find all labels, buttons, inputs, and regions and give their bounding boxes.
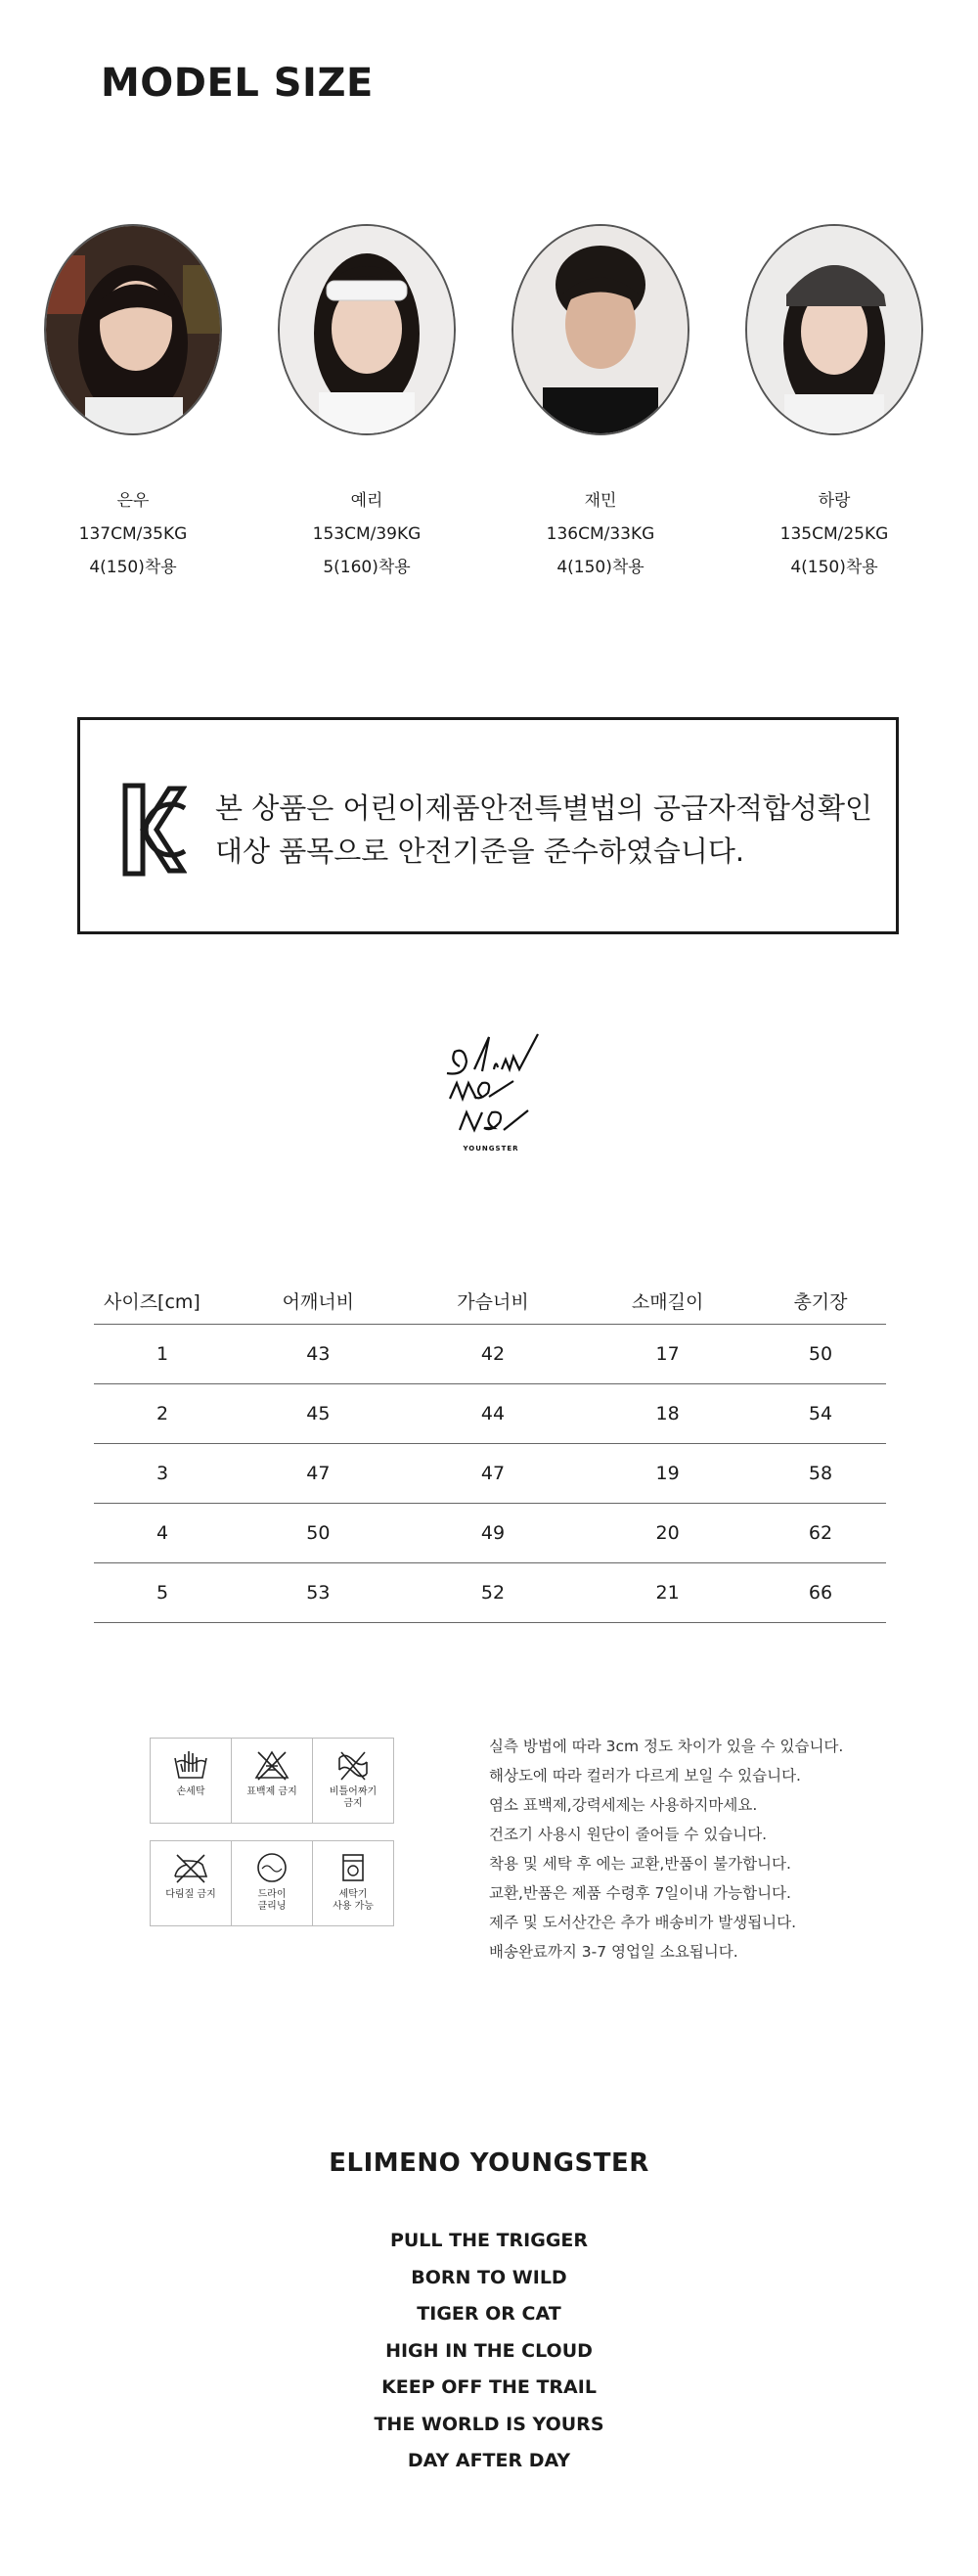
model-body-size: 153CM/39KG [312,524,422,544]
model-card [269,220,465,577]
model-body-size: 137CM/35KG [78,524,188,544]
model-card [503,220,698,577]
model-name: 예리 [350,491,383,511]
kc-certification-notice [77,717,899,934]
model-fit-size: 4(150)착용 [556,558,645,577]
care-label: 다림질 금지 [165,1889,216,1900]
table-cell: 43 [231,1325,406,1384]
model-name: 재민 [584,491,617,511]
model-photo [511,224,689,435]
hand-wash-icon [171,1748,210,1782]
column-header: 사이즈[cm] [94,1277,231,1325]
table-cell: 4 [94,1504,231,1563]
note-item: 제주 및 도서산간은 추가 배송비가 발생됩니다. [489,1914,797,1931]
size-table [94,1277,886,1623]
slogan-list [0,2223,978,2480]
slogan-item: THE WORLD IS YOURS [374,2413,604,2435]
page-title: MODEL SIZE [101,61,374,106]
table-cell: 17 [580,1325,755,1384]
brand-logo-subtitle: YOUNGSTER [463,1145,519,1152]
table-cell: 1 [94,1325,231,1384]
model-photo [278,224,456,435]
table-cell: 5 [94,1563,231,1623]
table-cell: 42 [406,1325,581,1384]
table-cell: 53 [231,1563,406,1623]
no-bleach-icon [252,1748,291,1782]
table-cell: 52 [406,1563,581,1623]
table-row [94,1444,886,1504]
model-card [35,220,231,577]
table-cell: 18 [580,1384,755,1444]
care-label: 드라이 클리닝 [257,1889,287,1912]
table-cell: 3 [94,1444,231,1504]
slogan-item: BORN TO WILD [411,2266,567,2288]
model-name: 하랑 [818,491,851,511]
table-cell: 54 [755,1384,886,1444]
table-row [94,1504,886,1563]
care-row [150,1840,394,1926]
no-wring-icon [333,1748,373,1782]
care-item [232,1841,313,1925]
table-cell: 50 [231,1504,406,1563]
table-cell: 2 [94,1384,231,1444]
column-header: 소매길이 [580,1277,755,1325]
care-notes [489,1732,843,1966]
model-card [736,220,932,577]
table-cell: 44 [406,1384,581,1444]
care-label: 비틀어짜기 금지 [329,1786,378,1809]
note-item: 착용 및 세탁 후 에는 교환,반품이 불가합니다. [489,1855,791,1873]
machine-wash-icon [333,1851,373,1884]
model-name: 은우 [116,491,150,511]
slogan-item: DAY AFTER DAY [407,2450,571,2471]
kc-mark-icon [122,783,187,877]
slogan-item: TIGER OR CAT [417,2303,561,2325]
slogan-item: HIGH IN THE CLOUD [385,2339,593,2362]
kc-notice-line: 본 상품은 어린이제품안전특별법의 공급자적합성확인 [215,791,872,825]
model-fit-size: 5(160)착용 [323,558,411,577]
column-header: 어깨너비 [231,1277,406,1325]
care-row [150,1738,394,1824]
care-label: 손세탁 [176,1786,205,1797]
table-row [94,1325,886,1384]
care-item [151,1841,232,1925]
care-item [313,1739,393,1823]
note-item: 배송완료까지 3-7 영업일 소요됩니다. [489,1943,738,1961]
table-row [94,1563,886,1623]
slogan-item: KEEP OFF THE TRAIL [381,2376,597,2398]
table-cell: 47 [231,1444,406,1504]
model-photo [44,224,222,435]
care-item [232,1739,313,1823]
table-cell: 21 [580,1563,755,1623]
table-cell: 45 [231,1384,406,1444]
kc-notice-text [215,787,872,873]
note-item: 염소 표백제,강력세제는 사용하지마세요. [489,1796,758,1814]
table-cell: 50 [755,1325,886,1384]
size-table-header [94,1277,886,1325]
table-cell: 62 [755,1504,886,1563]
note-item: 해상도에 따라 컬러가 다르게 보일 수 있습니다. [489,1767,801,1785]
kc-notice-line: 대상 품목으로 안전기준을 준수하였습니다. [215,835,745,868]
brand-logo [435,1032,548,1154]
no-iron-icon [171,1851,210,1884]
model-list [0,220,978,592]
column-header: 총기장 [755,1277,886,1325]
note-item: 교환,반품은 제품 수령후 7일이내 가능합니다. [489,1884,791,1902]
slogan-item: PULL THE TRIGGER [389,2230,589,2251]
care-instructions [150,1738,394,1926]
note-item: 건조기 사용시 원단이 줄어들 수 있습니다. [489,1826,768,1843]
table-cell: 49 [406,1504,581,1563]
dry-clean-icon [252,1851,291,1884]
model-fit-size: 4(150)착용 [89,558,177,577]
column-header: 가슴너비 [406,1277,581,1325]
note-item: 실측 방법에 따라 3cm 정도 차이가 있을 수 있습니다. [489,1738,844,1755]
model-body-size: 135CM/25KG [779,524,889,544]
table-cell: 47 [406,1444,581,1504]
care-label: 세탁기 사용 가능 [333,1889,374,1912]
model-photo [745,224,923,435]
care-item [151,1739,232,1823]
care-label: 표백제 금지 [246,1786,297,1797]
model-fit-size: 4(150)착용 [790,558,878,577]
table-row [94,1384,886,1444]
table-cell: 58 [755,1444,886,1504]
table-cell: 20 [580,1504,755,1563]
care-item [313,1841,393,1925]
model-body-size: 136CM/33KG [546,524,655,544]
footer-title: ELIMENO YOUNGSTER [329,2148,649,2178]
table-cell: 66 [755,1563,886,1623]
table-cell: 19 [580,1444,755,1504]
